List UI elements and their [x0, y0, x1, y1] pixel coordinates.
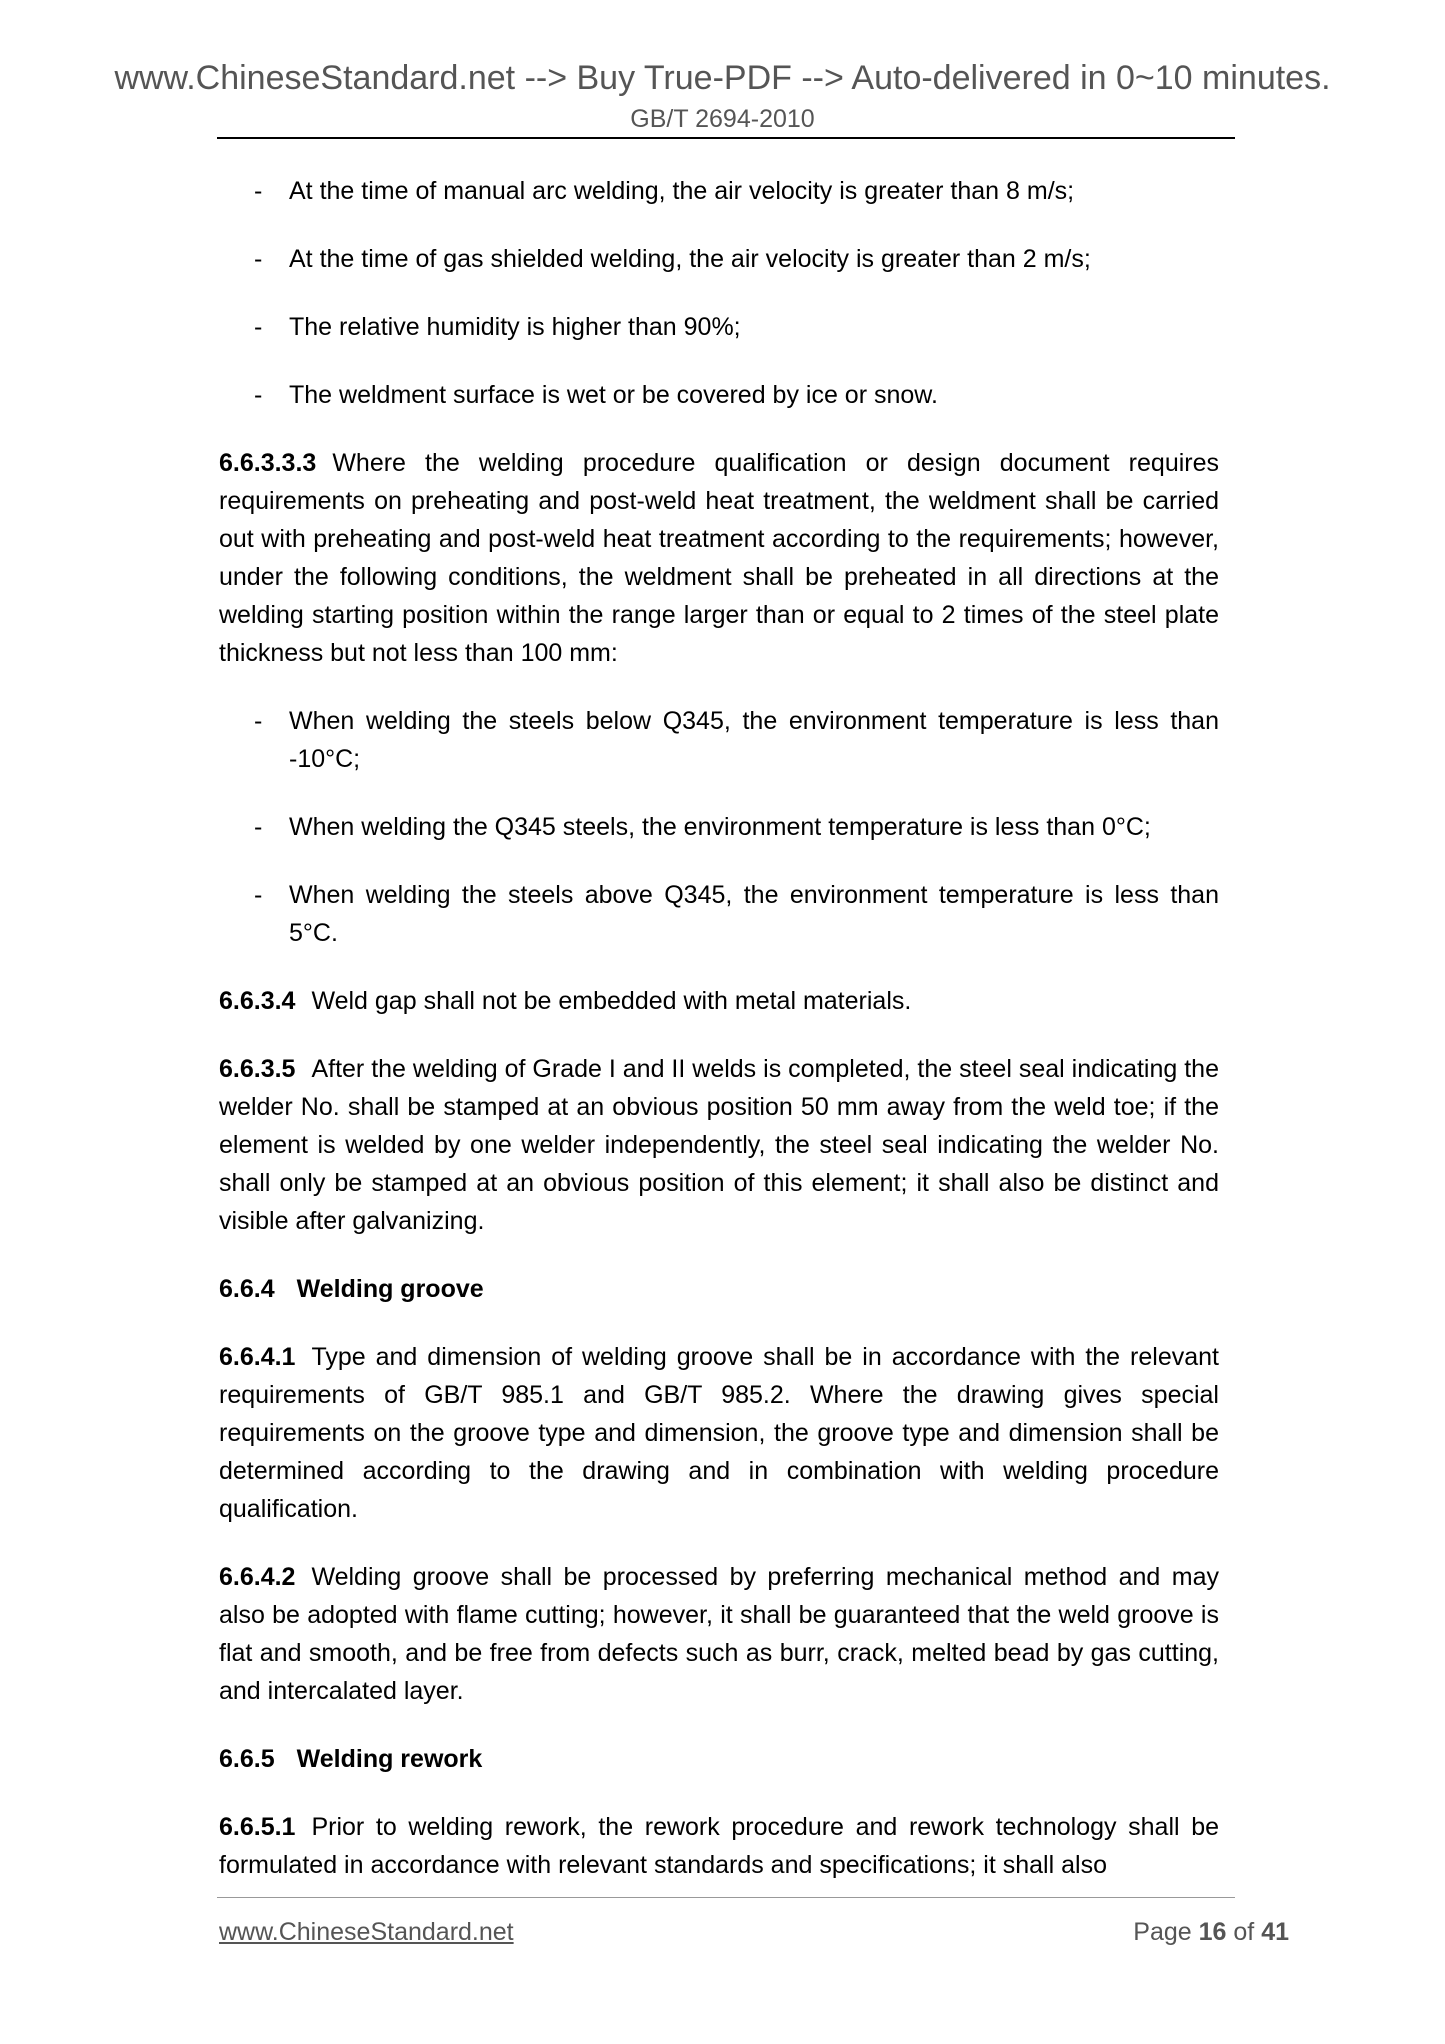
clause-6-6-3-5 — [219, 1050, 1219, 1240]
clause-6-6-5-1 — [219, 1808, 1219, 1884]
list-item-text: When welding the steels below Q345, the environment temperature is less than -10°C; — [289, 707, 1219, 773]
list-item-text: When welding the Q345 steels, the environment temperature is less than 0°C; — [289, 813, 1151, 841]
list-item-text: The weldment surface is wet or be covered by ice or snow. — [289, 381, 938, 409]
list-item: - At the time of gas shielded welding, the air velocity is greater than 2 m/s; — [254, 245, 1091, 273]
document-body — [219, 172, 1219, 1914]
list-item: - When welding the steels below Q345, the environment temperature is less than -10°C; — [254, 707, 1219, 773]
clause-text: Where the welding procedure qualification or design document requires requirements on preheating and post-weld heat treatment, the weldment shall be carried out with preheating and post-weld heat treatment according to the requirements; however, under the following conditions, the weldment shall be preheated in all directions at the welding starting position within the range larger than or equal to 2 times of the steel plate thickness but not less than 100 mm: — [219, 449, 1219, 667]
clause-6-6-4-1 — [219, 1338, 1219, 1528]
clause-text: Prior to welding rework, the rework procedure and rework technology shall be formulated in accordance with relevant standards and specifications; it shall also — [219, 1813, 1219, 1879]
list-item-text: The relative humidity is higher than 90%; — [289, 313, 741, 341]
clause-number: 6.6.4.2 — [219, 1563, 296, 1591]
footer-divider — [217, 1897, 1235, 1898]
page-number: 16 — [1198, 1918, 1227, 1946]
clause-text: Type and dimension of welding groove shall be in accordance with the relevant requirements of GB/T 985.1 and GB/T 985.2. Where the drawing gives special requirements on the groove type and dimension, the groove type and dimension shall be determined according to the drawing and in combination with welding procedure qualification. — [219, 1343, 1219, 1523]
section-number: 6.6.4 — [219, 1275, 275, 1303]
section-number: 6.6.5 — [219, 1745, 275, 1773]
clause-number: 6.6.3.4 — [219, 987, 296, 1015]
clause-text: Weld gap shall not be embedded with metal materials. — [311, 987, 912, 1015]
header-divider — [217, 137, 1235, 139]
clause-number: 6.6.3.5 — [219, 1055, 296, 1083]
section-title: Welding groove — [296, 1275, 484, 1303]
section-heading-6-6-4 — [219, 1270, 1219, 1308]
clause-6-6-3-3-3 — [219, 444, 1219, 672]
list-item: - When welding the steels above Q345, the environment temperature is less than 5°C. — [254, 881, 1219, 947]
clause-6-6-3-4 — [219, 982, 1219, 1020]
list-item-text: At the time of gas shielded welding, the air velocity is greater than 2 m/s; — [289, 245, 1091, 273]
document-id: GB/T 2694-2010 — [630, 105, 815, 133]
list-item: - When welding the Q345 steels, the environment temperature is less than 0°C; — [254, 813, 1151, 841]
list-item-text: At the time of manual arc welding, the air velocity is greater than 8 m/s; — [289, 177, 1075, 205]
page-total: 41 — [1261, 1918, 1289, 1946]
list-item-text: When welding the steels above Q345, the environment temperature is less than 5°C. — [289, 881, 1219, 947]
clause-number: 6.6.4.1 — [219, 1343, 296, 1371]
clause-6-6-4-2 — [219, 1558, 1219, 1710]
page-indicator — [1133, 1918, 1289, 1947]
page-word: Page — [1133, 1918, 1192, 1946]
list-item: - At the time of manual arc welding, the air velocity is greater than 8 m/s; — [254, 177, 1075, 205]
clause-number: 6.6.3.3.3 — [219, 449, 317, 477]
section-heading-6-6-5 — [219, 1740, 1219, 1778]
clause-text: After the welding of Grade I and II welds is completed, the steel seal indicating the welder No. shall be stamped at an obvious position 50 mm away from the weld toe; if the element is welded by one welder independently, the steel seal indicating the welder No. shall only be stamped at an obvious position of this element; it shall also be distinct and visible after galvanizing. — [219, 1055, 1219, 1235]
list-item: - The relative humidity is higher than 90%; — [254, 313, 741, 341]
section-title: Welding rework — [296, 1745, 483, 1773]
list-item: - The weldment surface is wet or be covered by ice or snow. — [254, 381, 938, 409]
of-word: of — [1233, 1918, 1255, 1946]
clause-text: Welding groove shall be processed by preferring mechanical method and may also be adopted with flame cutting; however, it shall be guaranteed that the weld groove is flat and smooth, and be free from defects such as burr, crack, melted bead by gas cutting, and intercalated layer. — [219, 1563, 1219, 1705]
clause-number: 6.6.5.1 — [219, 1813, 296, 1841]
footer-site-link[interactable]: www.ChineseStandard.net — [219, 1918, 514, 1946]
header-banner: www.ChineseStandard.net --> Buy True-PDF --> Auto-delivered in 0~10 minutes. — [114, 59, 1331, 97]
